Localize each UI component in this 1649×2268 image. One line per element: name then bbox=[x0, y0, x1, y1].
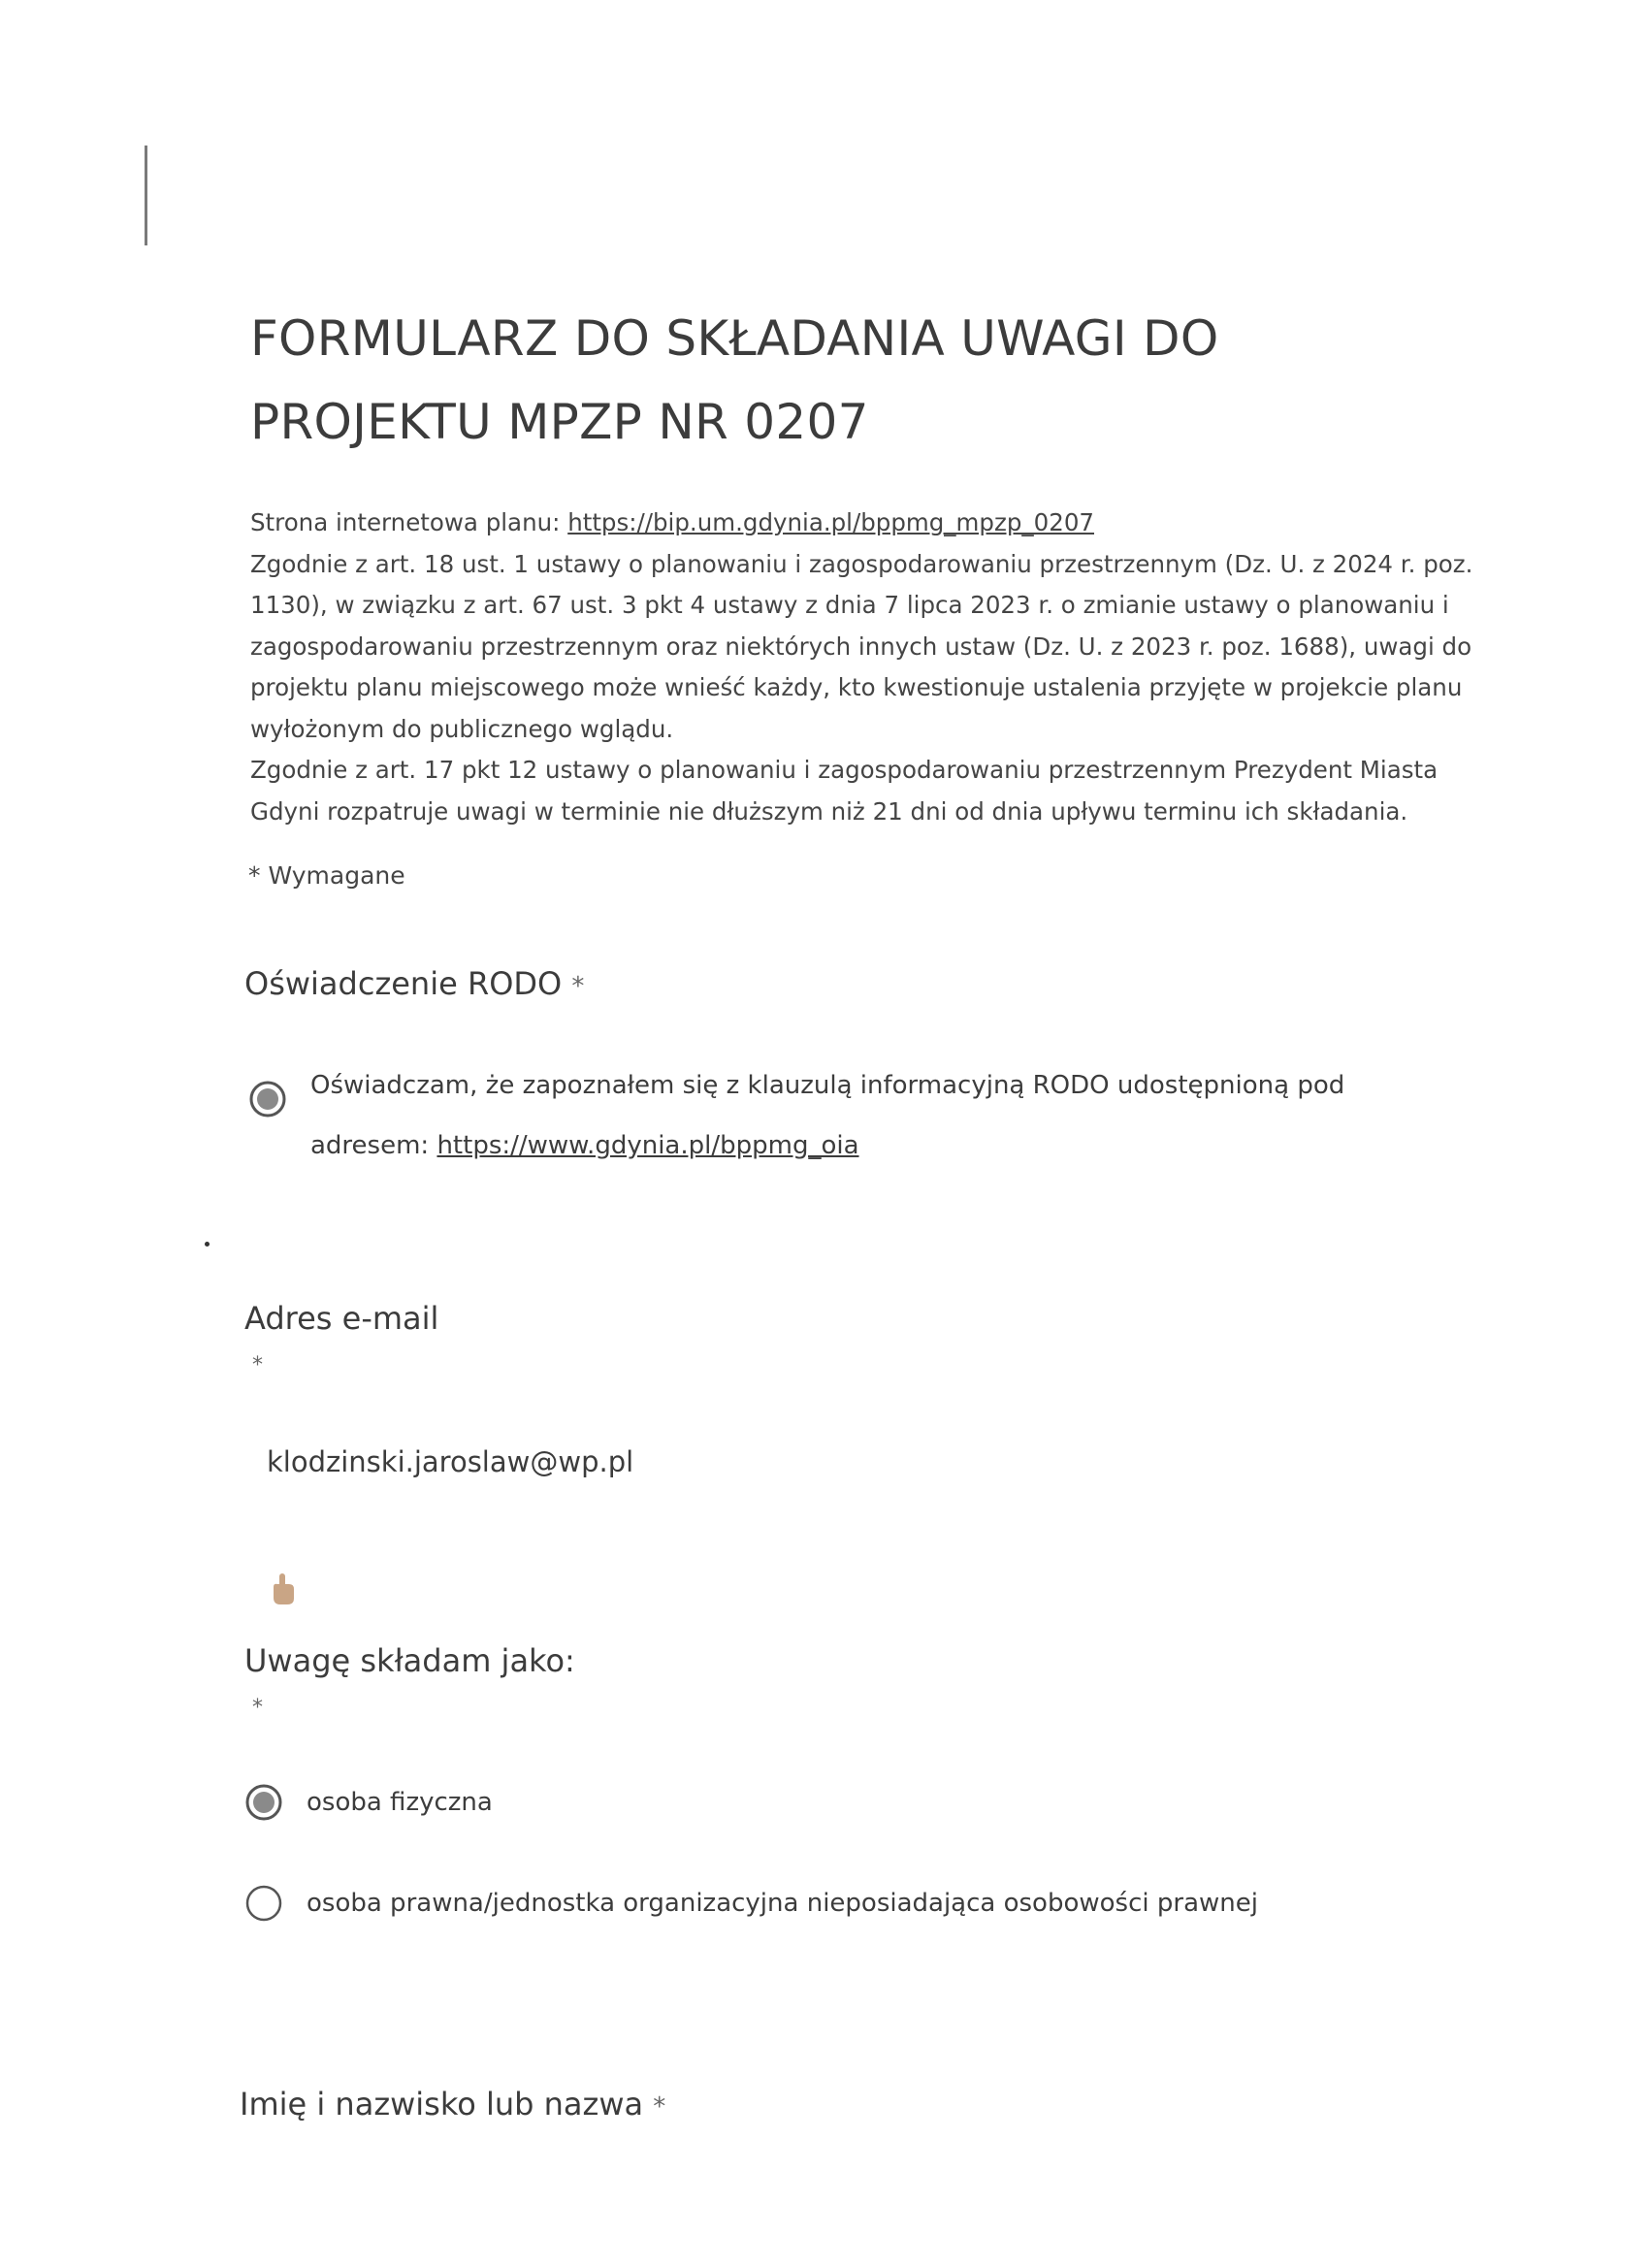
rodo-question-label bbox=[244, 965, 584, 1002]
name-label-text: Imię i nazwisko lub nazwa bbox=[240, 2086, 644, 2122]
form-description bbox=[250, 502, 1511, 832]
legal-paragraph-1: Zgodnie z art. 18 ust. 1 ustawy o planowaniu i zagospodarowaniu przestrzennym (Dz. U. z 2024 r. poz. 1130), w związku z art. 67 ust. 3 pkt 4 ustawy z dnia 7 lipca 2023 r. o zmianie ustawy o planowaniu i zagospodarowaniu przestrzennym oraz niektórych innych ustaw (Dz. U. z 2023 r. poz. 1688), uwagi do projektu planu miejscowego może wnieść każdy, kto kwestionuje ustalenia przyjęte w projekcie planu wyłożonym do publicznego wglądu. bbox=[250, 549, 1473, 743]
submitter-required-star: * bbox=[252, 1696, 263, 1720]
site-line bbox=[250, 502, 1511, 544]
rodo-option-text bbox=[310, 1055, 1445, 1176]
radio-osoba-fizyczna-selected[interactable] bbox=[244, 1783, 283, 1822]
form-title bbox=[250, 297, 1414, 464]
required-note: * Wymagane bbox=[248, 861, 405, 890]
site-label: Strona internetowa planu: bbox=[250, 508, 568, 536]
hand-cursor-icon bbox=[269, 1571, 298, 1606]
name-question-label bbox=[240, 2086, 665, 2122]
form-title-line1: FORMULARZ DO SKŁADANIA UWAGI DO bbox=[250, 310, 1219, 367]
rodo-radio-selected[interactable] bbox=[248, 1080, 287, 1118]
option-osoba-fizyczna: osoba fizyczna bbox=[307, 1788, 493, 1817]
rodo-required-star: * bbox=[571, 972, 585, 1001]
rodo-label-text: Oświadczenie RODO bbox=[244, 965, 563, 1002]
legal-paragraph-2: Zgodnie z art. 17 pkt 12 ustawy o planowaniu i zagospodarowaniu przestrzennym Prezydent Miasta Gdyni rozpatruje uwagi w terminie nie dłuższym niż 21 dni od dnia upływu terminu ich składania. bbox=[250, 756, 1439, 826]
scan-dot bbox=[205, 1242, 210, 1247]
rodo-link[interactable]: https://www.gdynia.pl/bppmg_oia bbox=[436, 1131, 859, 1160]
submitter-question-label: Uwagę składam jako: bbox=[244, 1642, 575, 1679]
radio-osoba-prawna[interactable] bbox=[244, 1884, 283, 1923]
option-osoba-prawna: osoba prawna/jednostka organizacyjna nieposiadająca osobowości prawnej bbox=[307, 1889, 1258, 1918]
email-field[interactable]: klodzinski.jaroslaw@wp.pl bbox=[267, 1445, 634, 1478]
name-required-star: * bbox=[653, 2092, 666, 2122]
form-title-line2: PROJEKTU MPZP NR 0207 bbox=[250, 394, 869, 450]
scan-margin-mark bbox=[145, 146, 147, 245]
email-question-label: Adres e-mail bbox=[244, 1300, 439, 1337]
rodo-option-label: Oświadczam, że zapoznałem się z klauzulą informacyjną RODO udostępnioną pod adresem: bbox=[310, 1071, 1345, 1160]
email-required-star: * bbox=[252, 1353, 263, 1377]
site-link[interactable]: https://bip.um.gdynia.pl/bppmg_mpzp_0207 bbox=[567, 508, 1094, 536]
